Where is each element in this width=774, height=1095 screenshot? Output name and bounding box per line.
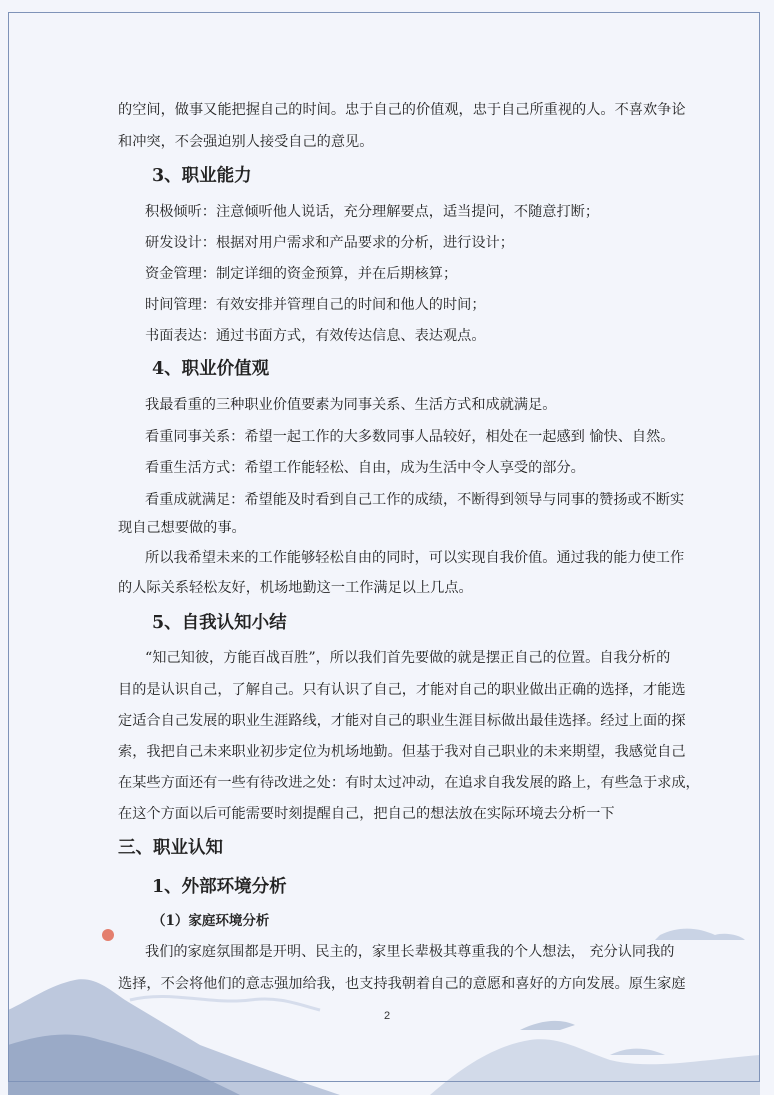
summary-line: 索，我把自己未来职业初步定位为机场地勤。但基于我对自己职业的未来期望，我感觉自己 xyxy=(118,744,686,760)
values-line: 现自己想要做的事。 xyxy=(118,520,246,536)
values-line: 我最看重的三种职业价值要素为同事关系、生活方式和成就满足。 xyxy=(145,397,557,413)
values-line: 看重成就满足：希望能及时看到自己工作的成绩，不断得到领导与同事的赞扬或不断实 xyxy=(145,492,685,508)
family-line: 选择，不会将他们的意志强加给我，也支持我朝着自己的意愿和喜好的方向发展。原生家庭 xyxy=(118,976,686,992)
ability-item: 研发设计：根据对用户需求和产品要求的分析，进行设计； xyxy=(145,235,514,251)
values-line: 看重同事关系：希望一起工作的大多数同事人品较好，相处在一起感到 愉快、自然。 xyxy=(145,429,675,445)
summary-line: 在某些方面还有一些有待改进之处：有时太过冲动，在追求自我发展的路上，有些急于求成， xyxy=(118,775,700,791)
heading-career-cognition: 三、职业认知 xyxy=(118,838,223,858)
heading-career-ability: 3、职业能力 xyxy=(152,166,252,186)
summary-line: “知己知彼，方能百战百胜”，所以我们首先要做的就是摆正自己的位置。自我分析的 xyxy=(145,650,671,666)
heading-self-awareness-summary: 5、自我认知小结 xyxy=(152,613,287,633)
values-line: 的人际关系轻松友好，机场地勤这一工作满足以上几点。 xyxy=(118,580,473,596)
ability-item: 积极倾听：注意倾听他人说话，充分理解要点，适当提问，不随意打断； xyxy=(145,204,600,220)
heading-family-environment: （1）家庭环境分析 xyxy=(152,913,270,929)
ability-item: 资金管理：制定详细的资金预算，并在后期核算； xyxy=(145,266,458,282)
ability-item: 时间管理：有效安排并管理自己的时间和他人的时间； xyxy=(145,297,486,313)
ability-item: 书面表达：通过书面方式，有效传达信息、表达观点。 xyxy=(145,328,486,344)
heading-career-values: 4、职业价值观 xyxy=(152,359,270,379)
values-line: 看重生活方式：希望工作能轻松、自由，成为生活中令人享受的部分。 xyxy=(145,460,585,476)
summary-line: 定适合自己发展的职业生涯路线，才能对自己的职业生涯目标做出最佳选择。经过上面的探 xyxy=(118,713,686,729)
paragraph-line: 和冲突，不会强迫别人接受自己的意见。 xyxy=(118,134,374,150)
values-line: 所以我希望未来的工作能够轻松自由的同时，可以实现自我价值。通过我的能力使工作 xyxy=(145,550,685,566)
summary-line: 目的是认识自己，了解自己。只有认识了自己，才能对自己的职业做出正确的选择，才能选 xyxy=(118,682,686,698)
paragraph-line: 的空间，做事又能把握自己的时间。忠于自己的价值观，忠于自己所重视的人。不喜欢争论 xyxy=(118,102,686,118)
page-number: 2 xyxy=(383,1010,391,1022)
family-line: 我们的家庭氛围都是开明、民主的，家里长辈极其尊重我的个人想法， 充分认同我的 xyxy=(145,944,675,960)
heading-external-environment: 1、外部环境分析 xyxy=(152,877,287,897)
summary-line: 在这个方面以后可能需要时刻提醒自己，把自己的想法放在实际环境去分析一下 xyxy=(118,806,615,822)
